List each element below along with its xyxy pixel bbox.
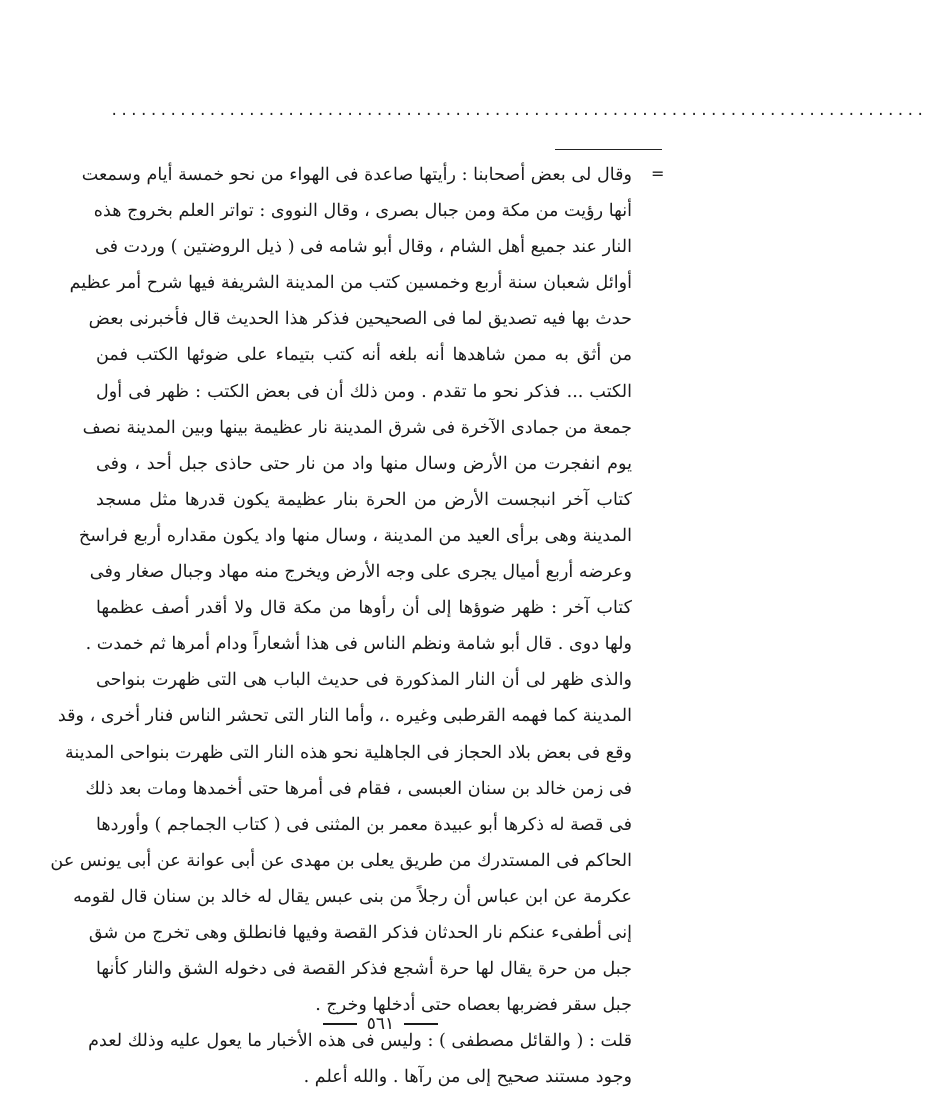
text-line: الحاكم فى المستدرك من طريق يعلى بن مهدى عن أبى عوانة عن أبى يونس عن	[50, 850, 632, 871]
text-line: وقع فى بعض بلاد الحجاز فى الجاهلية نحو هذه النار التى ظهرت بنواحى المدينة	[64, 742, 632, 763]
text-line: من أثق به ممن شاهدها أنه بلغه أنه كتب بتيماء على ضوئها الكتب فمن	[96, 345, 632, 366]
text-line: كتاب آخر : ظهر ضوؤها إلى أن رأوها من مكة قال ولا أقدر أصف عظمها	[96, 598, 632, 619]
text-line: عكرمة عن ابن عباس أن رجلاً من بنى عبس يقال له خالد بن سنان قال لقومه	[73, 886, 632, 907]
text-line: حدث بها فيه تصديق لما فى الصحيحين فذكر هذا الحديث قال فأخبرنى بعض	[88, 309, 632, 330]
text-line: وعرضه أربع أميال يجرى على وجه الأرض ويخرج منه مهاد وجبال صغار وفى	[89, 562, 632, 583]
page-number: ٥٦١	[366, 1014, 395, 1034]
text-line: وقال لى بعض أصحابنا : رأيتها صاعدة فى الهواء من نحو خمسة أيام وسمعت	[81, 165, 632, 185]
footnote-text-block	[50, 157, 632, 1095]
text-line: أوائل شعبان سنة أربع وخمسين كتب من المدينة الشريفة فيها شرح أمر عظيم	[69, 273, 632, 294]
continuation-mark: =	[651, 164, 665, 183]
text-line: قلت : ( والقائل مصطفى ) : وليس فى هذه الأخبار ما يعول عليه وذلك لعدم	[88, 1031, 632, 1052]
dotted-separator: ...................................................................................	[110, 103, 926, 119]
text-line: يوم انفجرت من الأرض وسال منها واد من نار حتى حاذى جبل أحد ، وفى	[96, 453, 632, 474]
text-line: فى قصة له ذكرها أبو عبيدة معمر بن المثنى فى ( كتاب الجماجم ) وأوردها	[96, 814, 632, 835]
text-line: والذى ظهر لى أن النار المذكورة فى حديث الباب هى التى ظهرت بنواحى	[96, 670, 632, 691]
footer-dash-right	[404, 1023, 438, 1025]
text-line: جبل سقر فضربها بعصاه حتى أدخلها وخرج .	[315, 995, 632, 1016]
text-line: كتاب آخر انبجست الأرض من الحرة بنار عظيمة يكون قدرها مثل مسجد	[96, 489, 632, 510]
text-line: جبل من حرة يقال لها حرة أشجع فذكر القصة فى دخوله الشق والنار كأنها	[96, 959, 632, 980]
text-line: الكتب ... فذكر نحو ما تقدم . ومن ذلك أن فى بعض الكتب : ظهر فى أول	[96, 381, 632, 402]
text-line: جمعة من جمادى الآخرة فى شرق المدينة نار عظيمة بينها وبين المدينة نصف	[82, 417, 632, 438]
text-line: أنها رؤيت من مكة ومن جبال بصرى ، وقال النووى : تواتر العلم بخروج هذه	[93, 201, 632, 222]
text-line: إنى أطفىء عنكم نار الحدثان فذكر القصة وفيها فانطلق وهى تخرج من شق	[88, 922, 632, 943]
text-line: النار عند جميع أهل الشام ، وقال أبو شامه فى ( ذيل الروضتين ) وردت فى	[94, 237, 632, 258]
footnote-rule	[555, 149, 662, 150]
page-footer	[0, 1014, 761, 1034]
text-line: وجود مستند صحيح إلى من رآها . والله أعلم .	[303, 1067, 632, 1088]
footer-dash-left	[323, 1023, 357, 1025]
text-line: المدينة كما فهمه القرطبى وغيره .، وأما النار التى تحشر الناس فنار أخرى ، وقد	[57, 706, 632, 727]
text-line: ولها دوى . قال أبو شامة ونظم الناس فى هذا أشعاراً ودام أمرها ثم خمدت .	[85, 634, 632, 655]
text-line: المدينة وهى برأى العيد من المدينة ، وسال منها واد يكون مقداره أربع فراسخ	[78, 525, 632, 546]
text-line: فى زمن خالد بن سنان العبسى ، فقام فى أمرها حتى أخمدها ومات بعد ذلك	[85, 778, 632, 799]
